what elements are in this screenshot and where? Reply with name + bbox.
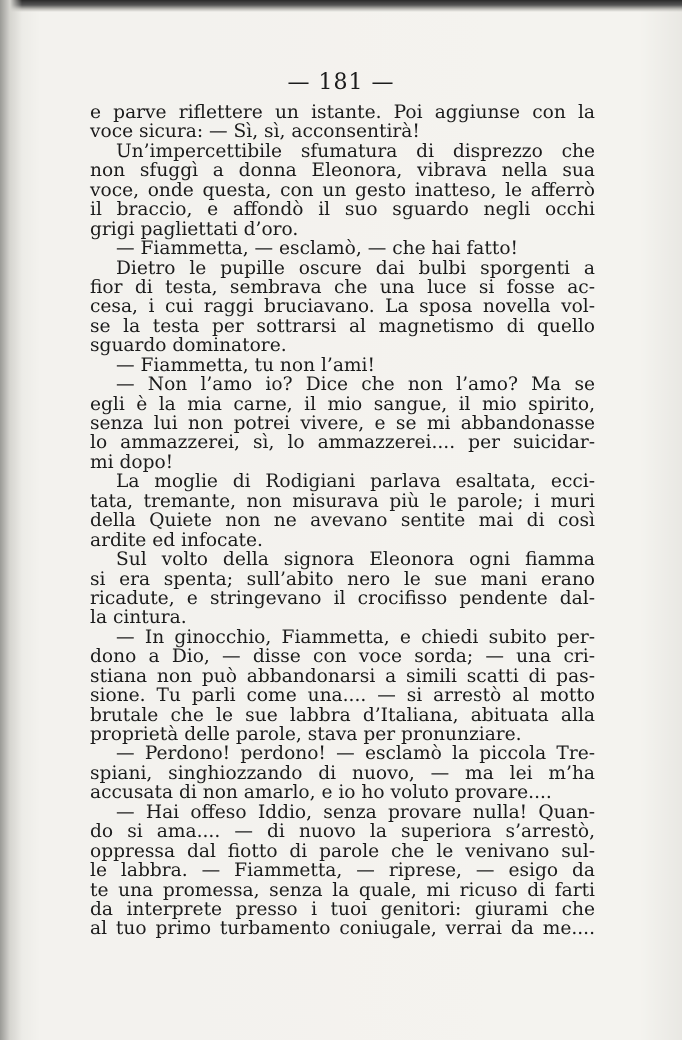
text-line: della Quiete non ne avevano sentite mai di così (90, 510, 595, 532)
text-line: stiana non può abbandonarsi a simili scatti di pas- (90, 665, 595, 687)
text-line: cesa, i cui raggi bruciavano. La sposa novella vol- (90, 296, 595, 318)
scan-gutter-shadow (0, 0, 22, 1040)
text-line: mi dopo! (90, 451, 174, 473)
text-line: — Non l’amo io? Dice che non l’amo? Ma se (116, 374, 595, 396)
text-line: Un’impercettibile sfumatura di disprezzo che (116, 140, 595, 162)
text-line: spiani, singhiozzando di nuovo, — ma lei m’ha (90, 762, 595, 784)
text-line: do si ama.... — di nuovo la superiora s’arrestò, (90, 821, 595, 843)
text-line: egli è la mia carne, il mio sangue, il mio spirito, (90, 393, 595, 415)
text-line: — Perdono! perdono! — esclamò la piccola Tre- (116, 743, 595, 765)
text-line: tata, tremante, non misurava più le parole; i muri (90, 490, 595, 512)
text-line: sione. Tu parli come una.... — si arrestò al motto (90, 685, 595, 707)
text-line: voce, onde questa, con un gesto inatteso, le afferrò (90, 179, 595, 201)
text-line: oppressa dal fiotto di parole che le venivano sul- (90, 840, 595, 862)
text-line: sguardo dominatore. (90, 335, 287, 357)
text-line: grigi pagliettati d’oro. (90, 218, 299, 240)
body-text (90, 103, 595, 939)
text-line: — Fiammetta, — esclamò, — che hai fatto! (116, 238, 518, 260)
text-line: Sul volto della signora Eleonora ogni fiamma (116, 549, 595, 571)
text-line: La moglie di Rodigiani parlava esaltata, ecci- (116, 471, 595, 493)
scan-top-shadow (0, 0, 682, 12)
text-line: lo ammazzerei, sì, lo ammazzerei.... per suicidar- (90, 432, 595, 454)
text-line: le labbra. — Fiammetta, — riprese, — esigo da (90, 860, 595, 882)
text-line: — In ginocchio, Fiammetta, e chiedi subito per- (116, 626, 595, 648)
text-line: fior di testa, sembrava che una luce si fosse ac- (90, 276, 595, 298)
text-line: voce sicura: — Sì, sì, acconsentirà! (90, 121, 420, 143)
text-line: proprietà delle parole, stava per pronunziare. (90, 724, 522, 745)
text-line: ardite ed infocate. (90, 529, 263, 551)
text-line: la cintura. (90, 607, 187, 629)
text-line: da interprete presso i tuoi genitori: giurami che (90, 898, 595, 920)
page-number: — 181 — (287, 70, 395, 95)
text-line: senza lui non potrei vivere, e se mi abbandonasse (90, 413, 595, 434)
text-line: dono a Dio, — disse con voce sorda; — una cri- (90, 646, 595, 668)
text-line: si era spenta; sull’abito nero le sue mani erano (90, 568, 595, 590)
text-line: te una promessa, senza la quale, mi ricuso di farti (90, 879, 595, 901)
text-line: al tuo primo turbamento coniugale, verrai da me.... (90, 918, 595, 940)
text-line: — Fiammetta, tu non l’ami! (116, 354, 375, 376)
text-line: brutale che le sue labbra d’Italiana, abituata alla (90, 704, 595, 726)
text-line: e parve riflettere un istante. Poi aggiunse con la (90, 102, 595, 123)
text-line: accusata di non amarlo, e io ho voluto provare.... (90, 782, 552, 804)
text-line: il braccio, e affondò il suo sguardo negli occhi (90, 199, 595, 221)
text-line: se la testa per sottrarsi al magnetismo di quello (90, 315, 595, 337)
text-line: — Hai offeso Iddio, senza provare nulla! Quan- (116, 801, 595, 823)
text-line: ricadute, e stringevano il crocifisso pendente dal- (90, 587, 595, 609)
text-line: Dietro le pupille oscure dai bulbi sporgenti a (116, 257, 595, 279)
text-line: non sfuggì a donna Eleonora, vibrava nella sua (90, 160, 595, 182)
